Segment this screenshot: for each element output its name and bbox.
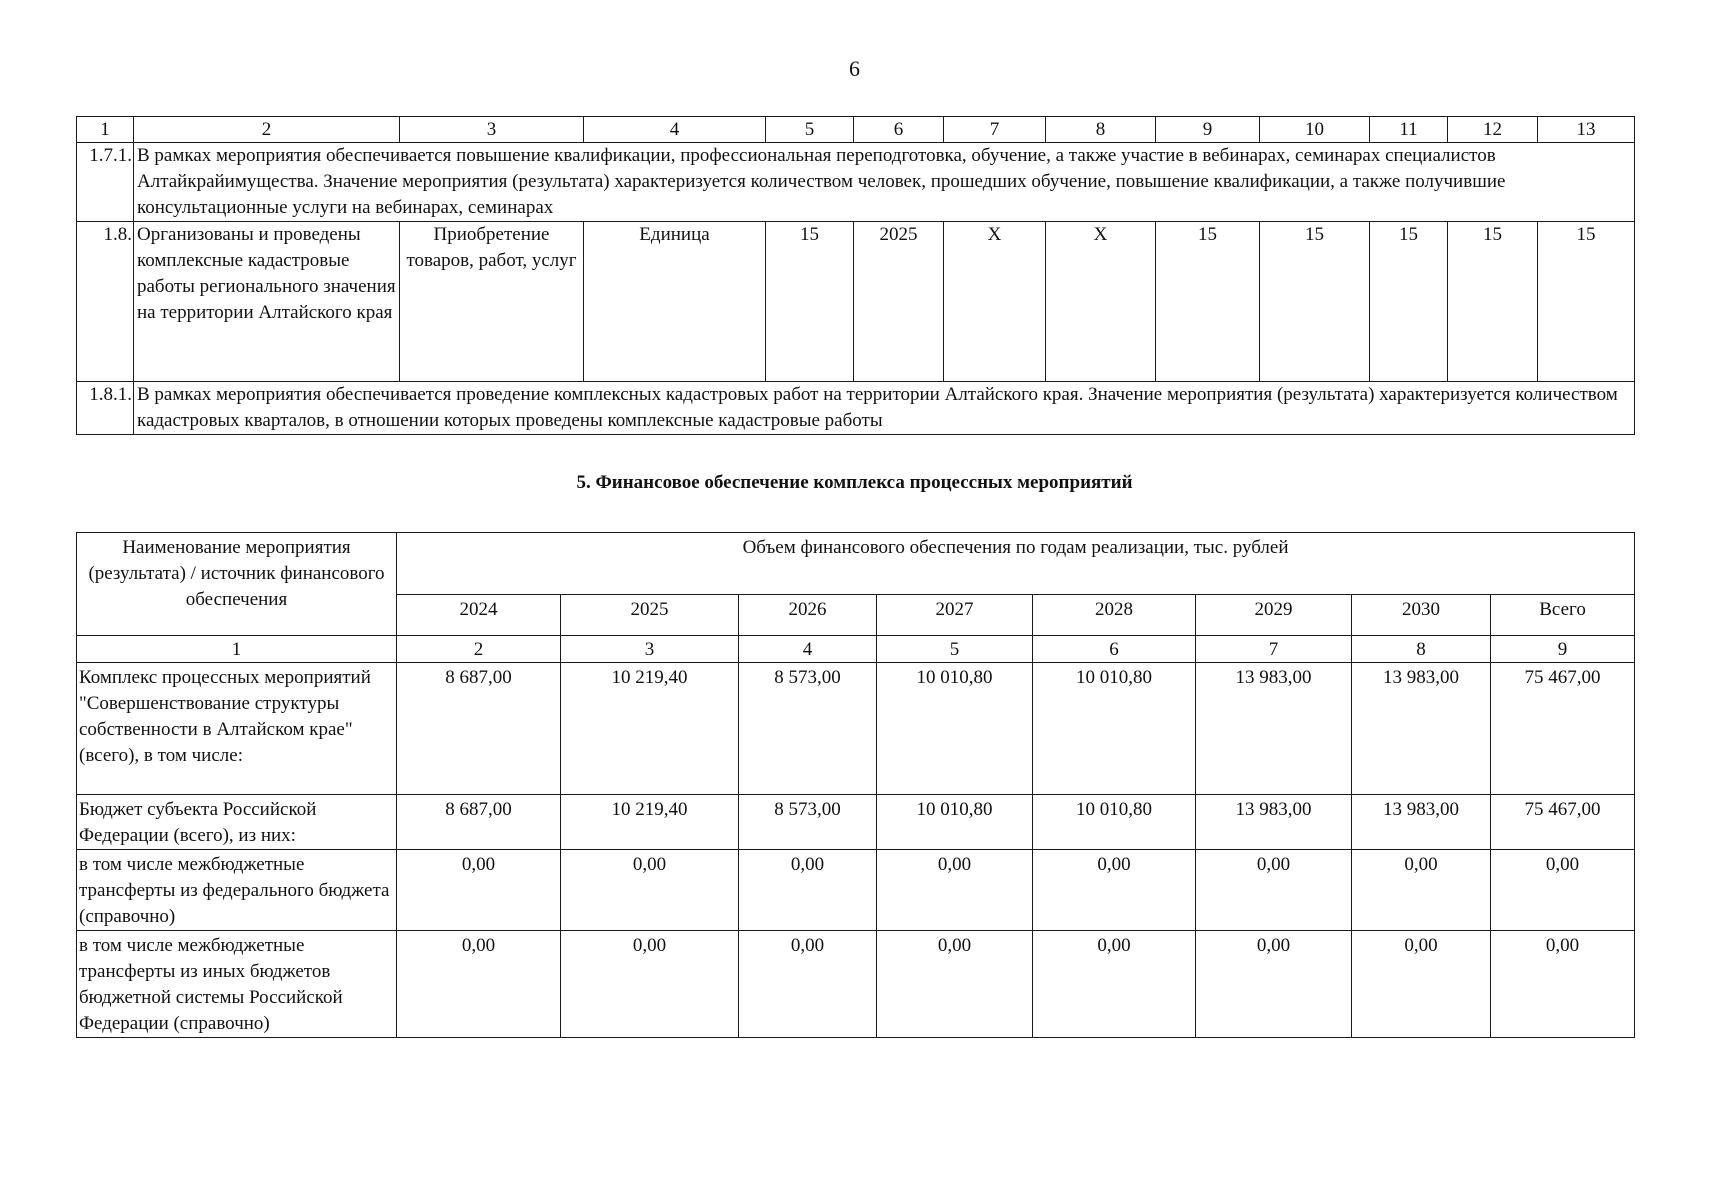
col-number: 7: [1196, 636, 1352, 663]
name-header: Наименование мероприятия (результата) / источник финансового обеспечения: [77, 533, 397, 636]
cell-value: 13 983,00: [1196, 795, 1352, 850]
cell-value: 10 010,80: [877, 795, 1033, 850]
section-title: 5. Финансовое обеспечение комплекса процессных мероприятий: [576, 472, 1133, 493]
cell-value: 75 467,00: [1491, 795, 1635, 850]
cell-value: 0,00: [397, 850, 561, 931]
table-row: [77, 222, 1635, 382]
table-row: [77, 795, 1635, 850]
cell-value: 0,00: [1491, 931, 1635, 1038]
cell-value: 0,00: [739, 931, 877, 1038]
col-number: 5: [877, 636, 1033, 663]
cell-value: 10 010,80: [1033, 663, 1196, 795]
results-table-header-row: [77, 117, 1635, 143]
result-type: Приобретение товаров, работ, услуг: [400, 222, 584, 382]
cell-value: 0,00: [739, 850, 877, 931]
col-number: 1: [77, 117, 134, 143]
row-description: В рамках мероприятия обеспечивается повышение квалификации, профессиональная переподготовка, обучение, а также участие в вебинарах, семинарах специалистов Алтайкрайимущества. Значение мероприятия (результата) характеризуется количеством человек, прошедших обучение, повышение квалификации, а также получившие консультационные услуги на вебинарах, семинарах: [134, 143, 1635, 222]
year-header: 2025: [561, 595, 739, 636]
row-number: 1.8.: [77, 222, 134, 382]
cell-value: X: [1046, 222, 1156, 382]
year-header: 2028: [1033, 595, 1196, 636]
row-label: в том числе межбюджетные трансферты из иных бюджетов бюджетной системы Российской Федерации (справочно): [77, 931, 397, 1038]
cell-value: 0,00: [1196, 931, 1352, 1038]
total-header: Всего: [1491, 595, 1635, 636]
cell-value: 8 573,00: [739, 663, 877, 795]
row-label: Комплекс процессных мероприятий "Совершенствование структуры собственности в Алтайском крае" (всего), в том числе:: [77, 663, 397, 795]
row-label: Бюджет субъекта Российской Федерации (всего), из них:: [77, 795, 397, 850]
row-number: 1.7.1.: [77, 143, 134, 222]
cell-value: X: [944, 222, 1046, 382]
table-row: [77, 663, 1635, 795]
year-header: 2030: [1352, 595, 1491, 636]
cell-value: 75 467,00: [1491, 663, 1635, 795]
cell-value: 0,00: [1352, 850, 1491, 931]
col-number: 2: [397, 636, 561, 663]
row-label: в том числе межбюджетные трансферты из федерального бюджета (справочно): [77, 850, 397, 931]
unit: Единица: [584, 222, 766, 382]
col-number: 11: [1370, 117, 1448, 143]
cell-value: 8 573,00: [739, 795, 877, 850]
row-number: 1.8.1.: [77, 382, 134, 435]
cell-value: 13 983,00: [1196, 663, 1352, 795]
col-number: 7: [944, 117, 1046, 143]
col-number: 4: [739, 636, 877, 663]
cell-value: 0,00: [561, 931, 739, 1038]
col-number: 6: [1033, 636, 1196, 663]
col-number: 10: [1260, 117, 1370, 143]
financing-table: [76, 532, 1635, 1038]
col-number: 8: [1352, 636, 1491, 663]
cell-value: 10 219,40: [561, 663, 739, 795]
year-header: 2029: [1196, 595, 1352, 636]
column-numbers-row: [77, 636, 1635, 663]
col-number: 3: [400, 117, 584, 143]
row-description: В рамках мероприятия обеспечивается проведение комплексных кадастровых работ на территории Алтайского края. Значение мероприятия (результата) характеризуется количеством кадастровых кварталов, в отношении которых проведены комплексные кадастровые работы: [134, 382, 1635, 435]
col-number: 4: [584, 117, 766, 143]
cell-value: 13 983,00: [1352, 663, 1491, 795]
cell-value: 8 687,00: [397, 663, 561, 795]
cell-value: 15: [1156, 222, 1260, 382]
year-header: 2024: [397, 595, 561, 636]
col-number: 1: [77, 636, 397, 663]
cell-value: 0,00: [1491, 850, 1635, 931]
cell-value: 0,00: [561, 850, 739, 931]
year-header: 2027: [877, 595, 1033, 636]
cell-value: 10 010,80: [877, 663, 1033, 795]
year-header: 2026: [739, 595, 877, 636]
cell-value: 15: [766, 222, 854, 382]
cell-value: 0,00: [1033, 931, 1196, 1038]
table-row: [77, 850, 1635, 931]
col-number: 6: [854, 117, 944, 143]
col-number: 3: [561, 636, 739, 663]
cell-value: 15: [1448, 222, 1538, 382]
cell-value: 13 983,00: [1352, 795, 1491, 850]
cell-value: 15: [1538, 222, 1635, 382]
col-number: 8: [1046, 117, 1156, 143]
col-number: 2: [134, 117, 400, 143]
cell-value: 8 687,00: [397, 795, 561, 850]
col-number: 5: [766, 117, 854, 143]
cell-value: 10 010,80: [1033, 795, 1196, 850]
cell-value: 0,00: [1352, 931, 1491, 1038]
cell-value: 0,00: [1033, 850, 1196, 931]
volume-header: Объем финансового обеспечения по годам реализации, тыс. рублей: [397, 533, 1635, 595]
cell-value: 15: [1370, 222, 1448, 382]
result-name: Организованы и проведены комплексные кадастровые работы регионального значения на территории Алтайского края: [134, 222, 400, 382]
page-number: 6: [849, 56, 860, 81]
cell-value: 0,00: [877, 931, 1033, 1038]
col-number: 13: [1538, 117, 1635, 143]
cell-value: 10 219,40: [561, 795, 739, 850]
results-table: [76, 116, 1635, 435]
table-row: [77, 931, 1635, 1038]
table-row: [77, 382, 1635, 435]
cell-value: 0,00: [397, 931, 561, 1038]
cell-value: 0,00: [877, 850, 1033, 931]
col-number: 9: [1156, 117, 1260, 143]
col-number: 12: [1448, 117, 1538, 143]
financing-header-row: [77, 533, 1635, 595]
col-number: 9: [1491, 636, 1635, 663]
cell-value: 15: [1260, 222, 1370, 382]
cell-value: 2025: [854, 222, 944, 382]
table-row: [77, 143, 1635, 222]
cell-value: 0,00: [1196, 850, 1352, 931]
